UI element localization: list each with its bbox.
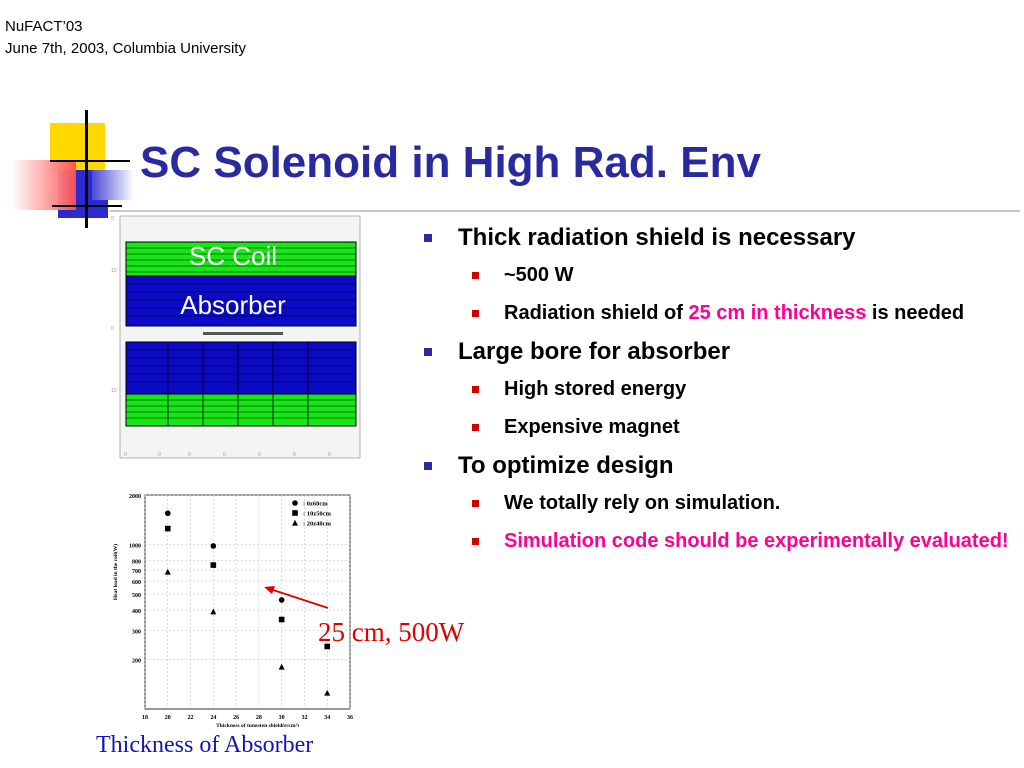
bullet-list xyxy=(420,222,1020,564)
sub-bullet-3-2: Simulation code should be experimentally evaluated! xyxy=(420,526,1020,556)
sub-bullet-marker xyxy=(472,500,479,507)
y-tick-label: 300 xyxy=(132,629,141,636)
sub-bullet-1-2: Radiation shield of 25 cm in thickness is needed xyxy=(420,298,1020,328)
x-tick-label: 18 xyxy=(142,715,148,721)
x-tick-label: 30 xyxy=(278,715,285,721)
svg-text:0: 0 xyxy=(258,452,261,458)
sub-bullet-2-2: Expensive magnet xyxy=(420,412,1020,442)
sc-coil-label: SC Coil xyxy=(188,241,278,271)
sub-bullet-1-1: ~500 W xyxy=(420,260,1020,290)
svg-text:0: 0 xyxy=(328,452,331,458)
svg-text:0: 0 xyxy=(124,452,127,458)
y-tick-label: 800 xyxy=(132,559,141,566)
svg-text:0: 0 xyxy=(111,216,114,222)
bullet-2: Large bore for absorber xyxy=(420,336,1020,368)
annotation-25cm-500w: 25 cm, 500W xyxy=(318,617,465,647)
y-tick-label: 200 xyxy=(132,658,141,665)
bullet-1: Thick radiation shield is necessary xyxy=(420,222,1020,254)
bullet-marker xyxy=(424,462,432,470)
data-point-10z50cm xyxy=(165,526,171,532)
x-tick-label: 28 xyxy=(255,715,262,721)
bullet-marker xyxy=(424,234,432,242)
y-tick-label: 400 xyxy=(132,608,141,615)
legend-label: : 20z40cm xyxy=(303,520,331,528)
y-tick-label: 700 xyxy=(132,568,141,575)
data-point-0z60cm xyxy=(211,543,217,549)
x-tick-label: 32 xyxy=(301,715,308,721)
bullet-3: To optimize design xyxy=(420,450,1020,482)
x-tick-label: 20 xyxy=(164,715,171,721)
conference-date: June 7th, 2003, Columbia University xyxy=(5,40,246,57)
y-tick-label: 500 xyxy=(132,593,141,600)
sub-bullet-marker xyxy=(472,310,479,317)
sub-bullet-2-1: High stored energy xyxy=(420,374,1020,404)
svg-text:0: 0 xyxy=(293,452,296,458)
y-tick-label: 1000 xyxy=(129,543,141,550)
bullet-marker xyxy=(424,348,432,356)
x-tick-label: 24 xyxy=(210,715,217,721)
x-tick-label: 34 xyxy=(324,715,331,721)
data-point-10z50cm xyxy=(211,562,217,568)
legend-label: : 0z60cm xyxy=(303,500,328,508)
svg-text:10: 10 xyxy=(111,388,117,394)
y-tick-label: 600 xyxy=(132,580,141,587)
svg-text:0: 0 xyxy=(223,452,226,458)
svg-text:0: 0 xyxy=(158,452,161,458)
sub-bullet-marker xyxy=(472,538,479,545)
slide-title: SC Solenoid in High Rad. Env xyxy=(140,138,761,187)
chart-caption: Thickness of Absorber xyxy=(96,732,314,758)
svg-text:0: 0 xyxy=(111,326,114,332)
x-tick-label: 36 xyxy=(347,715,353,721)
y-axis-label: Heat load in the coil(W) xyxy=(113,543,119,601)
slide-logo xyxy=(0,0,140,230)
x-tick-label: 26 xyxy=(233,715,240,721)
sub-bullet-marker xyxy=(472,386,479,393)
annotation-arrow xyxy=(250,578,340,618)
svg-text:0: 0 xyxy=(188,452,191,458)
sub-bullet-marker xyxy=(472,424,479,431)
sub-bullet-3-1: We totally rely on simulation. xyxy=(420,488,1020,518)
x-axis-label: Thickness of tungsten shield(g/cm²) xyxy=(216,723,299,727)
sub-bullet-marker xyxy=(472,272,479,279)
x-tick-label: 22 xyxy=(187,715,194,721)
conference-name: NuFACT’03 xyxy=(5,18,83,35)
legend-marker-10z50cm xyxy=(292,510,298,516)
data-point-0z60cm xyxy=(165,510,171,516)
svg-text:10: 10 xyxy=(111,268,117,274)
y-tick-label: 2000 xyxy=(129,494,141,500)
legend-marker-0z60cm xyxy=(292,500,298,506)
legend-label: : 10z50cm xyxy=(303,510,331,518)
absorber-label: Absorber xyxy=(180,290,286,320)
